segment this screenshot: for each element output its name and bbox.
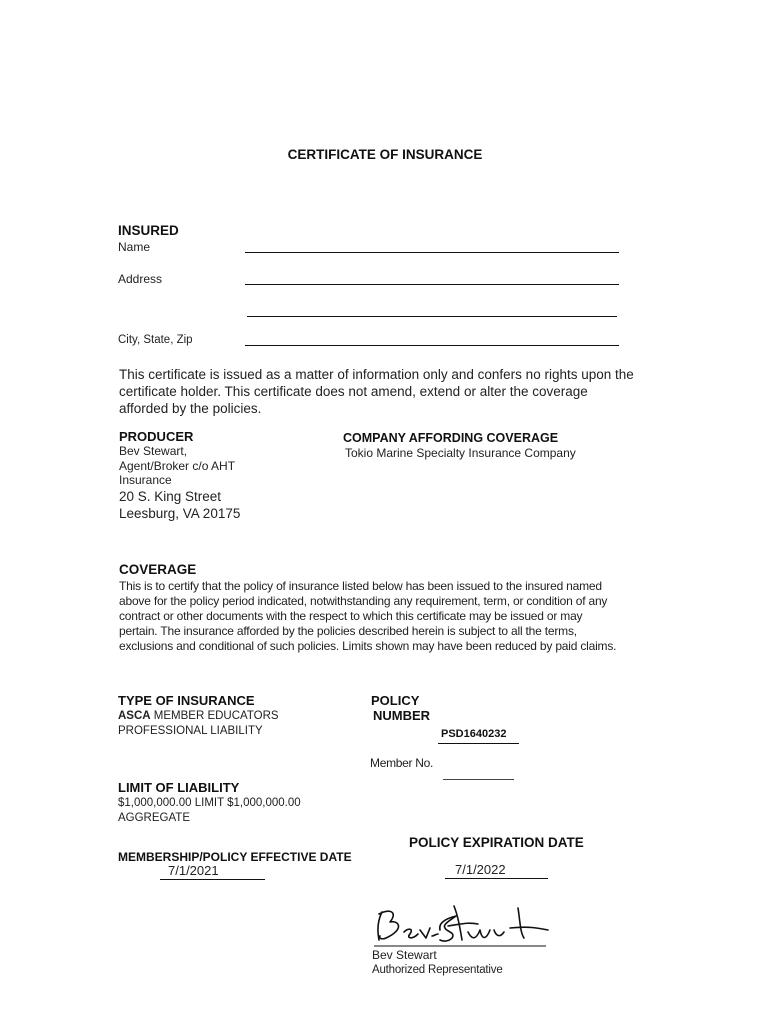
effective-heading: MEMBERSHIP/POLICY EFFECTIVE DATE <box>118 850 352 864</box>
limit-line2: AGGREGATE <box>118 812 190 824</box>
producer-line3: Insurance <box>119 473 172 487</box>
asca-label: ASCA <box>118 710 151 722</box>
producer-street: 20 S. King Street <box>119 489 222 504</box>
certificate-title: CERTIFICATE OF INSURANCE <box>287 147 483 162</box>
coverage-heading: COVERAGE <box>119 562 197 577</box>
producer-line2: Agent/Broker c/o AHT <box>119 458 236 473</box>
limit-heading: LIMIT OF LIABILITY <box>118 780 240 795</box>
address-field-line[interactable] <box>245 284 619 285</box>
limit-line1: $1,000,000.00 LIMIT $1,000,000.00 <box>118 797 301 809</box>
producer-address <box>119 488 240 522</box>
signer-name: Bev Stewart <box>372 948 437 962</box>
city-state-zip-field-line[interactable] <box>245 345 619 346</box>
policy-number-heading <box>371 693 430 723</box>
disclaimer-text: This certificate is issued as a matter of information only and confers no rights upon the certificate holder. This certificate does not amend, extend or alter the coverage afforded by the policies. <box>119 367 634 416</box>
type-of-insurance-heading: TYPE OF INSURANCE <box>118 693 255 708</box>
address-label: Address <box>118 272 163 286</box>
insured-heading: INSURED <box>118 223 179 238</box>
signature-image <box>368 900 558 952</box>
producer-line1: Bev Stewart, <box>119 444 188 458</box>
producer-city: Leesburg, VA 20175 <box>119 506 241 521</box>
member-educators: MEMBER EDUCATORS <box>150 710 279 722</box>
company-name: Tokio Marine Specialty Insurance Company <box>345 446 576 460</box>
expiration-date: 7/1/2022 <box>445 862 548 879</box>
effective-date: 7/1/2021 <box>160 863 265 880</box>
insurance-type-line1 <box>118 710 279 722</box>
company-heading: COMPANY AFFORDING COVERAGE <box>343 431 559 445</box>
coverage-text: This is to certify that the policy of insurance listed below has been issued to the insured named above for the policy period indicated, notwithstanding any requirement, term, or condition of any contract or other documents with the respect to which this certificate may be issued or may pertain. The insurance afforded by the policies described herein is subject to all the terms, exclusions and conditional of such policies. Limits shown may have been reduced by paid claims. <box>119 579 617 653</box>
expiration-heading: POLICY EXPIRATION DATE <box>409 835 584 850</box>
member-no-label: Member No. <box>370 756 434 770</box>
policy-heading-line2: NUMBER <box>373 708 431 723</box>
name-field-line[interactable] <box>245 252 619 253</box>
member-no-field-line[interactable] <box>443 779 514 780</box>
city-state-zip-label: City, State, Zip <box>118 334 193 346</box>
producer-heading: PRODUCER <box>119 429 194 444</box>
producer-block <box>119 444 235 488</box>
limit-values <box>118 796 301 826</box>
signer-role: Authorized Representative <box>372 964 503 976</box>
insurance-type-line2: PROFESSIONAL LIABILITY <box>118 725 263 737</box>
policy-heading-line1: POLICY <box>371 693 420 708</box>
policy-number-value: PSD1640232 <box>438 728 519 744</box>
name-label: Name <box>118 240 151 254</box>
address-line-2[interactable] <box>247 316 617 317</box>
